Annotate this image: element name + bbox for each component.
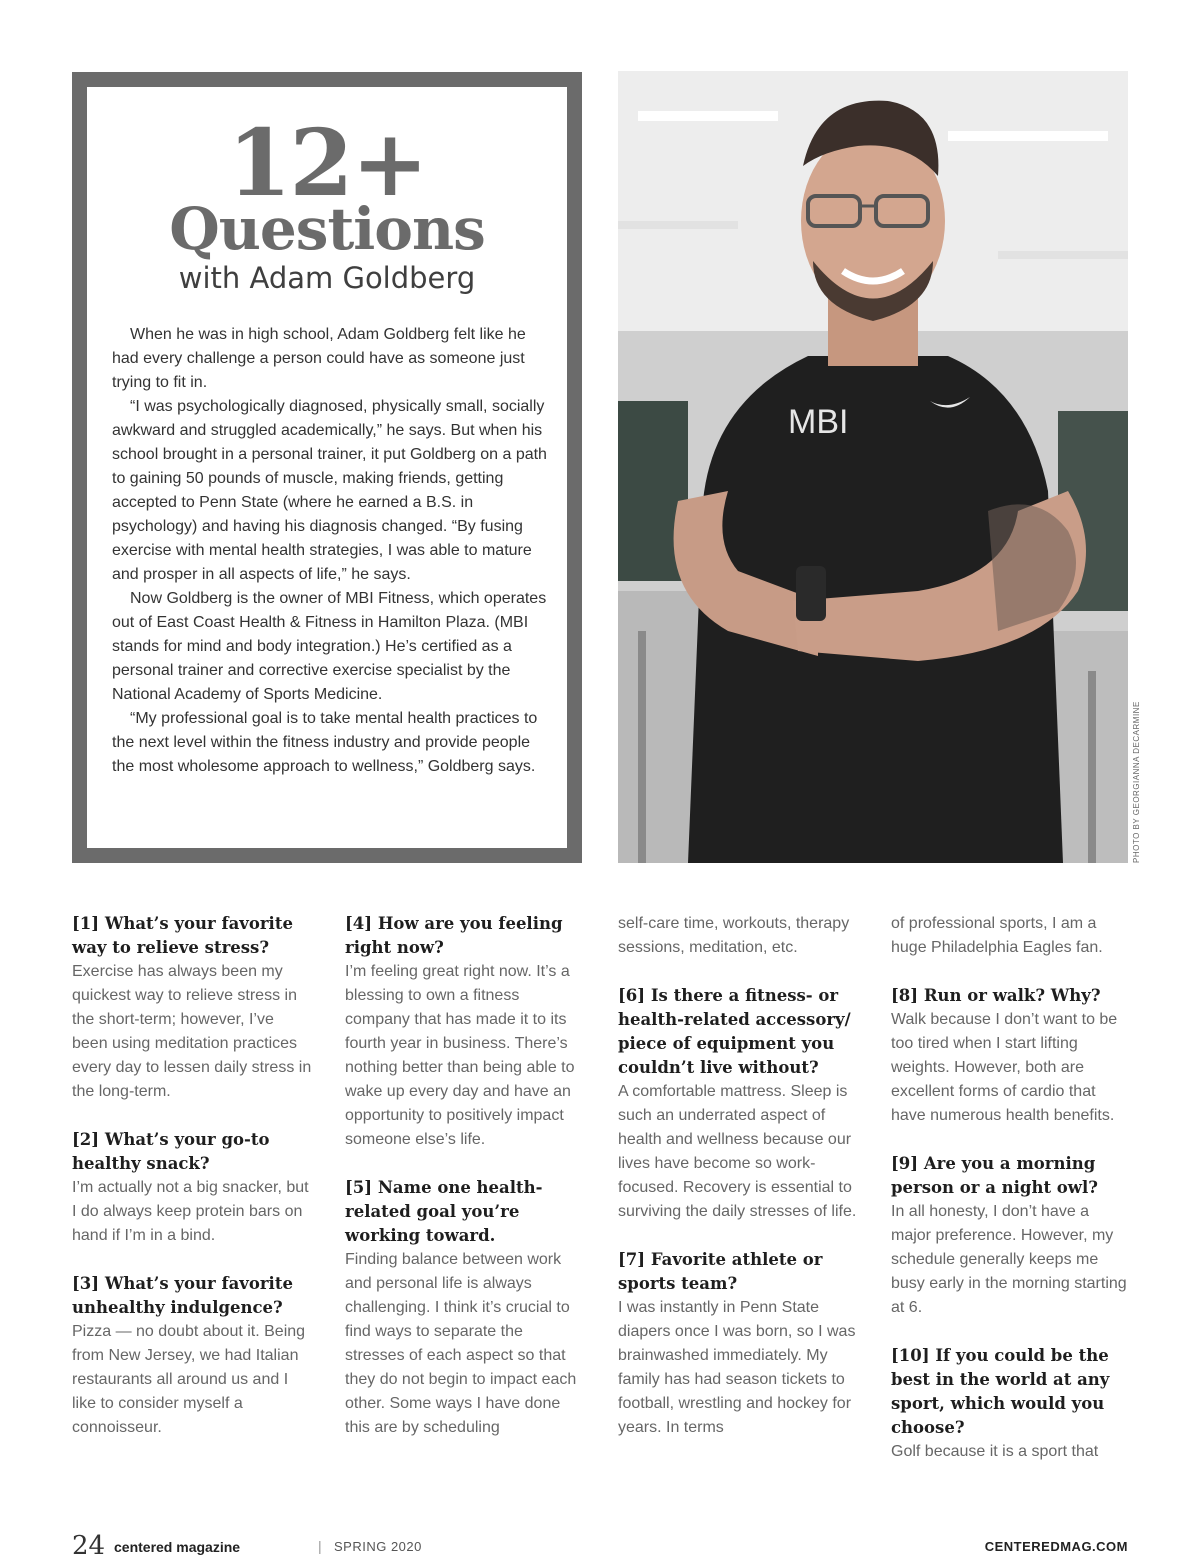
title-word: Questions (169, 195, 485, 263)
qa-column-1 (72, 912, 312, 1440)
qa-column-2 (345, 912, 585, 1440)
answer: Golf because it is a sport that (891, 1443, 1099, 1460)
intro-paragraph: “My professional goal is to take mental health practices to the next level within the fitness industry and provide people the most wholesome approach to wellness,” Goldberg says. (112, 710, 538, 775)
answer: Walk because I don’t want to be too tired when I start lifting weights. However, both are excellent forms of cardio that have numerous health benefits. (891, 1011, 1118, 1124)
magazine-name: centered magazine (114, 1539, 241, 1555)
answer: I’m actually not a big snacker, but I do always keep protein bars on hand if I’m in a bind. (72, 1179, 309, 1244)
title-subtitle: with Adam Goldberg (178, 261, 476, 295)
question: [3] What’s your favorite unhealthy indulgence? (72, 1274, 293, 1317)
question: [8] Run or walk? Why? (891, 986, 1101, 1005)
intro-paragraph: “I was psychologically diagnosed, physically small, socially awkward and struggled academically,” he says. But when his school brought in a personal trainer, it put Goldberg on a path to gaining 50 pounds of muscle, making friends, getting accepted to Penn State (where he earned a B.S. in psychology) and having his diagnosis changed. “By fusing exercise with mental health strategies, I was able to mature and prosper in all aspects of life,” he says. (112, 398, 547, 583)
shirt-logo: MBI (788, 403, 849, 441)
question: [7] Favorite athlete or sports team? (618, 1250, 823, 1293)
question: [5] Name one health-related goal you’re working toward. (345, 1178, 543, 1245)
page-footer (72, 1532, 1128, 1558)
issue-label: SPRING 2020 (334, 1539, 422, 1554)
answer: I’m feeling great right now. It’s a blessing to own a fitness company that has made it to its fourth year in business. There’s nothing better than being able to wake up every day and have an opportunity to positively impact someone else’s life. (345, 963, 575, 1148)
answer-continued: self-care time, workouts, therapy sessions, meditation, etc. (618, 915, 850, 956)
answer: Pizza — no doubt about it. Being from New Jersey, we had Italian restaurants all around us and I like to consider myself a connoisseur. (72, 1323, 306, 1436)
intro-paragraph: When he was in high school, Adam Goldberg felt like he had every challenge a person could have as someone just trying to fit in. (112, 326, 526, 391)
intro-paragraph: Now Goldberg is the owner of MBI Fitness, which operates out of East Coast Health & Fitness in Hamilton Plaza. (MBI stands for mind and body integration.) He’s certified as a personal trainer and corrective exercise specialist by the National Academy of Sports Medicine. (112, 590, 547, 703)
title-number: 12+ (227, 109, 427, 217)
answer: Finding balance between work and personal life is always challenging. I think it’s crucial to find ways to separate the stresses of each aspect so that they do not begin to impact each other. Some ways I have done this are by scheduling (345, 1251, 577, 1436)
answer: I was instantly in Penn State diapers once I was born, so I was brainwashed immediately. My family has had season tickets to football, wrestling and hockey for years. In terms (618, 1299, 856, 1436)
portrait-illustration (618, 71, 1128, 863)
question: [10] If you could be the best in the world at any sport, which would you choose? (891, 1346, 1110, 1437)
answer: A comfortable mattress. Sleep is such an underrated aspect of health and wellness because our lives have become so work-focused. Recovery is essential to surviving the daily stresses of life. (618, 1083, 857, 1220)
question: [9] Are you a morning person or a night owl? (891, 1154, 1098, 1197)
footer-separator: | (318, 1538, 322, 1554)
question: [1] What’s your favorite way to relieve stress? (72, 914, 293, 957)
intro-text (112, 323, 548, 779)
question: [6] Is there a fitness- or health-related accessory/ piece of equipment you couldn’t live without? (618, 986, 851, 1077)
photo-credit: PHOTO BY GEORGIANNA DECARMINE (1132, 701, 1141, 863)
portrait-photo (618, 71, 1128, 863)
intro-box (72, 72, 582, 863)
page-number: 24 (72, 1531, 106, 1558)
answer-continued: of professional sports, I am a huge Philadelphia Eagles fan. (891, 915, 1103, 956)
website-link[interactable]: CENTEREDMAG.COM (984, 1539, 1128, 1554)
question: [2] What’s your go-to healthy snack? (72, 1130, 270, 1173)
answer: In all honesty, I don’t have a major preference. However, my schedule generally keeps me busy early in the morning starting at 6. (891, 1203, 1127, 1316)
answer: Exercise has always been my quickest way to relieve stress in the short-term; however, I’ve been using meditation practices every day to lessen daily stress in the long-term. (72, 963, 312, 1100)
question: [4] How are you feeling right now? (345, 914, 563, 957)
qa-column-3 (618, 912, 858, 1440)
qa-column-4 (891, 912, 1131, 1464)
